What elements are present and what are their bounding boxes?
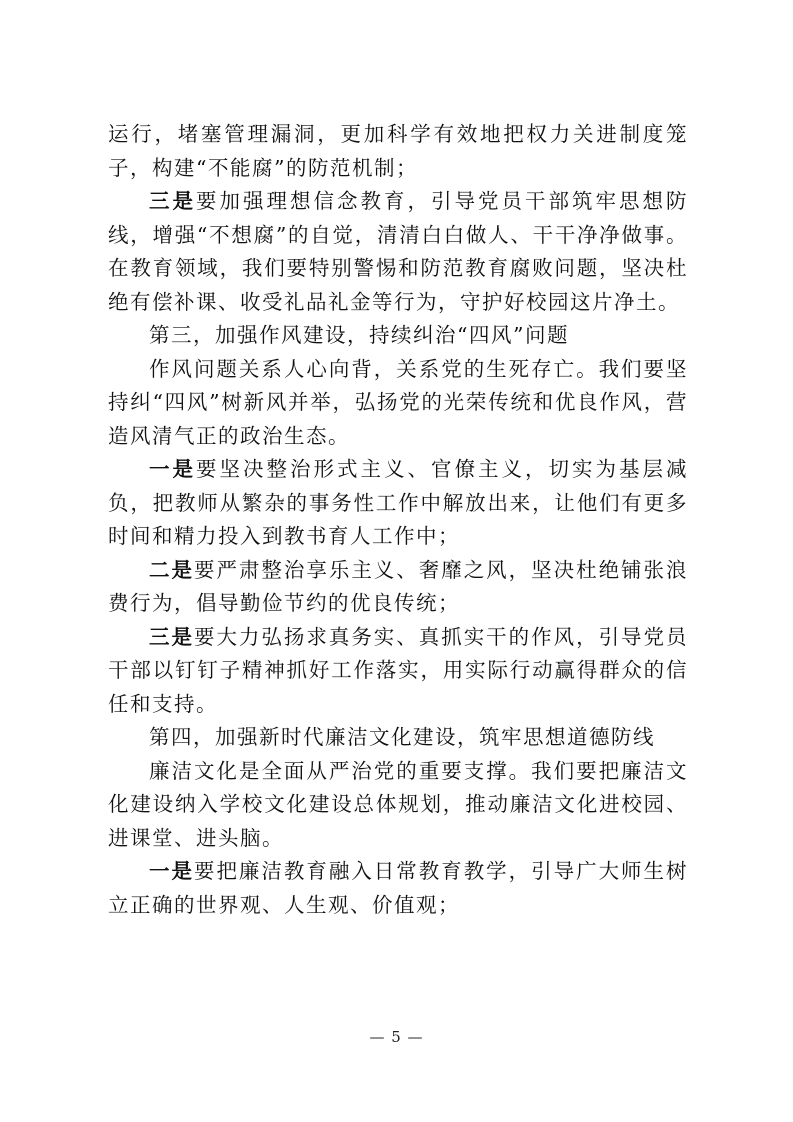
paragraph-intro-four: 廉洁文化是全面从严治党的重要支撑。我们要把廉洁文化建设纳入学校文化建设总体规划，推动廉洁文化进校园、进课堂、进头脑。 <box>108 758 688 850</box>
paragraph-continuation: 运行，堵塞管理漏洞，更加科学有效地把权力关进制度笼子，构建“不能腐”的防范机制； <box>108 122 688 180</box>
point-lead: 三是 <box>149 624 194 649</box>
point-lead: 一是 <box>149 859 194 883</box>
document-page <box>108 118 688 922</box>
section-heading-three: 第三，加强作风建设，持续纠治“四风”问题 <box>149 323 569 347</box>
paragraph-point-three-b: 三是要大力弘扬求真务实、真抓实干的作风，引导党员干部以钉钉子精神抓好工作落实，用实际行动赢得群众的信任和支持。 <box>108 624 689 716</box>
paragraph-point-one-b: 一是要把廉洁教育融入日常教育教学，引导广大师生树立正确的世界观、人生观、价值观； <box>108 859 689 917</box>
section-heading-four: 第四，加强新时代廉洁文化建设，筑牢思想道德防线 <box>149 725 655 749</box>
paragraph-point-three: 三是要加强理想信念教育，引导党员干部筑牢思想防线，增强“不想腐”的自觉，清清白白做人、干干净净做事。在教育领域，我们要特别警惕和防范教育腐败问题，坚决杜绝有偿补课、收受礼品礼金等行为，守护好校园这片净土。 <box>108 189 688 314</box>
page-number: — 5 — <box>369 1028 424 1046</box>
paragraph-point-two: 二是要严肃整治享乐主义、奢靡之风，坚决杜绝铺张浪费行为，倡导勤俭节约的优良传统； <box>108 557 689 615</box>
point-lead: 二是 <box>149 557 194 582</box>
paragraph-intro-three: 作风问题关系人心向背，关系党的生死存亡。我们要坚持纠“四风”树新风并举，弘扬党的光荣传统和优良作风，营造风清气正的政治生态。 <box>108 356 688 448</box>
paragraph-point-one: 一是要坚决整治形式主义、官僚主义，切实为基层减负，把教师从繁杂的事务性工作中解放出来，让他们有更多时间和精力投入到教书育人工作中； <box>108 457 688 548</box>
point-lead: 一是 <box>149 457 196 481</box>
point-lead: 三是 <box>149 189 196 213</box>
